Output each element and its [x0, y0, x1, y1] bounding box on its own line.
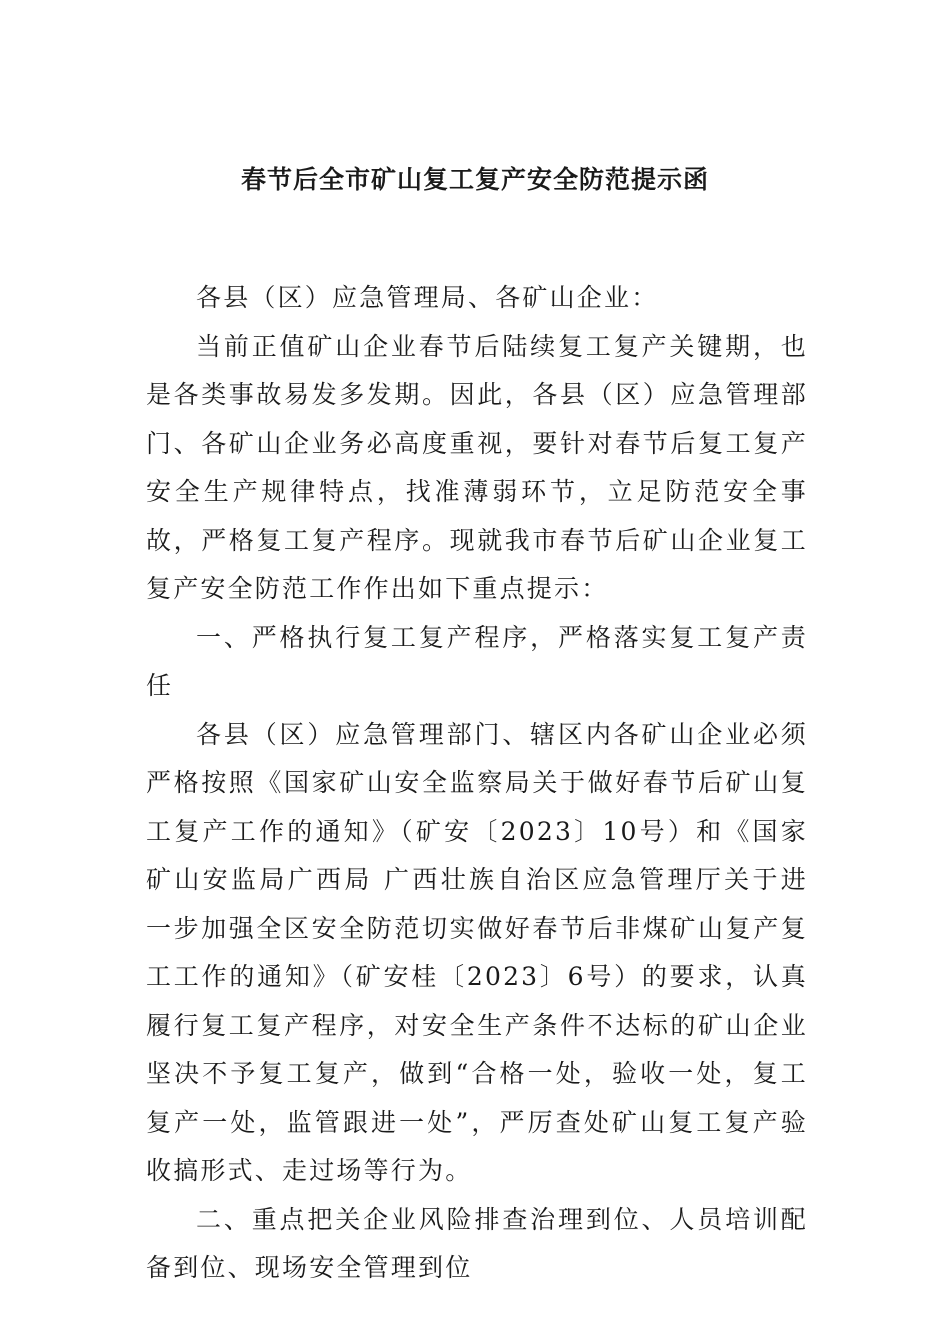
salutation: 各县（区）应急管理局、各矿山企业：: [196, 283, 659, 312]
section-heading-1: 一、严格执行复工复产程序，严格落实复工复产责任: [146, 622, 808, 700]
section-heading-2: 二、重点把关企业风险排查治理到位、人员培训配备到位、现场安全管理到位: [146, 1204, 808, 1282]
paragraph-section-1: 各县（区）应急管理部门、辖区内各矿山企业必须严格按照《国家矿山安全监察局关于做好春节后矿山复工复产工作的通知》（矿安〔2023〕10号）和《国家矿山安监局广西局 广西壮族自治区应急管理厅关于进一步加强全区安全防范切实做好春节后非煤矿山复产复工工作的通知》（矿安桂〔2023〕6号）的要求，认真履行复工复产程序，对安全生产条件不达标的矿山企业坚决不予复工复产，做到“合格一处，验收一处，复工复产一处，监管跟进一处”，严厉查处矿山复工复产验收搞形式、走过场等行为。: [146, 719, 808, 1185]
paragraph-intro: 当前正值矿山企业春节后陆续复工复产关键期，也是各类事故易发多发期。因此，各县（区）应急管理部门、各矿山企业务必高度重视，要针对春节后复工复产安全生产规律特点，找准薄弱环节，立足防范安全事故，严格复工复产程序。现就我市春节后矿山企业复工复产安全防范工作作出如下重点提示：: [146, 331, 808, 603]
document-body: [146, 274, 808, 1293]
document-title: 春节后全市矿山复工复产安全防范提示函: [240, 165, 709, 194]
